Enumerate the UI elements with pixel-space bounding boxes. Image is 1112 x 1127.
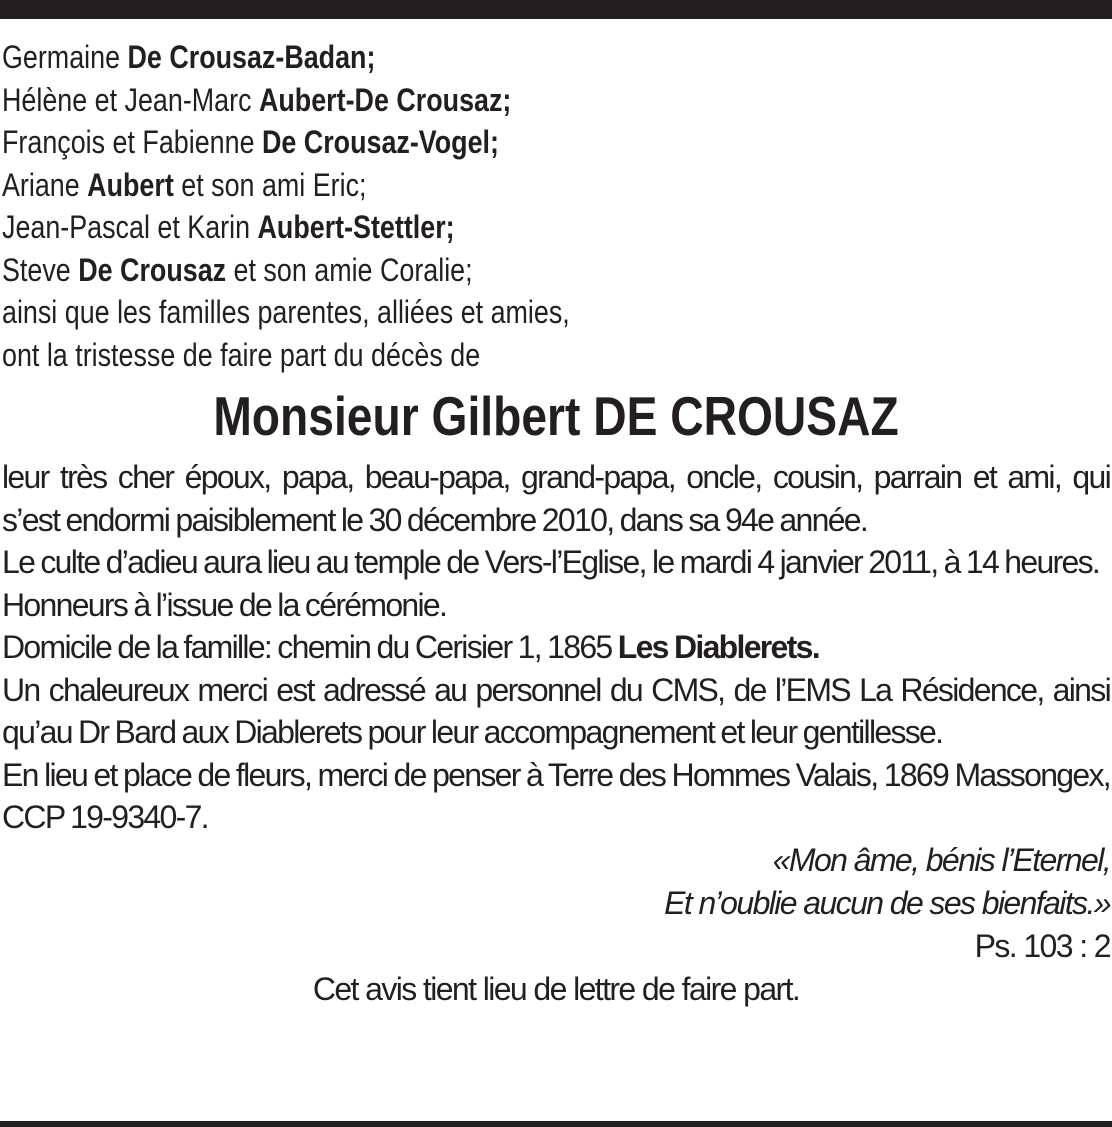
family-line	[2, 249, 933, 292]
families-line: ainsi que les familles parentes, alliées et amies,	[2, 294, 570, 330]
family-surname: Aubert-Stettler;	[257, 209, 455, 245]
psalm-quote-line-1: «Mon âme, bénis l’Eternel,	[772, 841, 1110, 878]
family-line	[2, 121, 933, 164]
bottom-rule	[0, 1121, 1112, 1127]
family-line	[2, 164, 933, 207]
tribute-paragraph: leur très cher époux, papa, beau-papa, grand-papa, oncle, cousin, parrain et ami, qui s’est endormi paisiblement le 30 décembre 2010, dans sa 94e année.	[2, 459, 1110, 538]
domicile-paragraph	[2, 626, 1110, 669]
family-surname: De Crousaz-Badan;	[127, 39, 376, 75]
family-line	[2, 36, 933, 79]
family-line-text: Steve	[2, 251, 79, 288]
family-line	[2, 206, 933, 249]
family-surname: De Crousaz	[78, 251, 227, 288]
notice-body	[2, 456, 1110, 839]
footer-note: Cet avis tient lieu de lettre de faire part.	[312, 970, 800, 1007]
domicile-text: Domicile de la famille: chemin du Cerisier 1, 1865	[2, 629, 618, 665]
deceased-name: Monsieur Gilbert DE CROUSAZ	[213, 385, 899, 447]
family-line-text: Hélène et Jean-Marc	[2, 81, 259, 118]
donation-paragraph: En lieu et place de fleurs, merci de penser à Terre des Hommes Valais, 1869 Massongex, CCP 19-9340-7.	[2, 756, 1110, 835]
family-surname: De Crousaz-Vogel;	[261, 124, 499, 160]
announce-line: ont la tristesse de faire part du décès de	[2, 336, 481, 373]
family-line-text: et son amie Coralie;	[226, 251, 473, 288]
psalm-quote-line-2: Et n’oublie aucun de ses bienfaits.»	[664, 884, 1110, 921]
family-line-text: Ariane	[2, 166, 88, 203]
honours-paragraph: Honneurs à l’issue de la cérémonie.	[2, 586, 447, 623]
psalm-reference: Ps. 103 : 2	[974, 927, 1110, 964]
thanks-paragraph: Un chaleureux merci est adressé au personnel du CMS, de l’EMS La Résidence, ainsi qu’au Dr Bard aux Diablerets pour leur accompagnement et leur gentillesse.	[2, 671, 1110, 750]
domicile-place: Les Diablerets.	[617, 629, 819, 665]
family-line-text: et son ami Eric;	[173, 166, 367, 203]
family-line-text: Germaine	[2, 39, 128, 75]
obituary-notice	[2, 36, 1110, 1011]
family-list	[2, 36, 1110, 376]
family-line-text: Jean-Pascal et Karin	[2, 209, 258, 245]
family-surname: Aubert-De Crousaz;	[258, 81, 512, 118]
service-paragraph: Le culte d’adieu aura lieu au temple de Vers-l’Eglise, le mardi 4 janvier 2011, à 14 heures.	[2, 544, 1100, 580]
family-line	[2, 79, 933, 122]
family-line-text: François et Fabienne	[2, 124, 262, 160]
family-surname: Aubert	[87, 166, 174, 203]
top-rule	[0, 0, 1112, 19]
